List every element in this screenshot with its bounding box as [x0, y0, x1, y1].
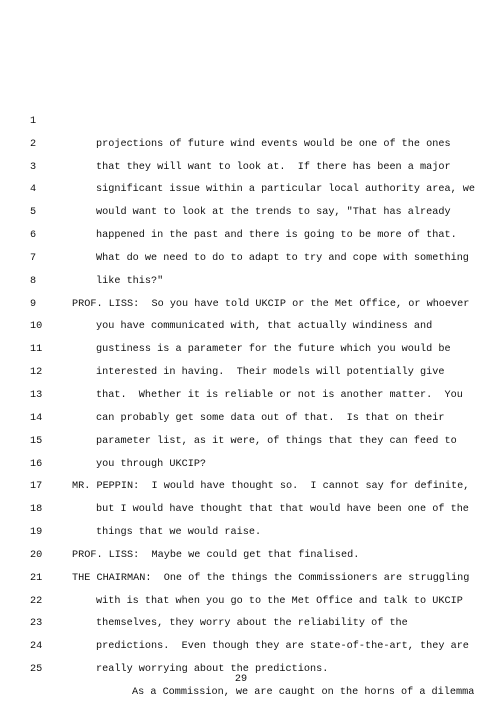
speaker-line-text: THE CHAIRMAN: One of the things the Commissioners are struggling [72, 572, 470, 584]
line-text: with is that when you go to the Met Office and talk to UKCIP [96, 595, 463, 607]
line-text: you through UKCIP? [96, 458, 207, 470]
line-number: 11 [30, 344, 43, 356]
line-number: 13 [30, 389, 43, 401]
line-text: interested in having. Their models will potentially give [96, 367, 445, 379]
line-number: 25 [30, 664, 43, 676]
paragraph-line-text: As a Commission, we are caught on the horns of a dilemma [132, 686, 475, 698]
line-text: that they will want to look at. If there has been a major [96, 161, 451, 173]
line-number: 4 [30, 184, 37, 196]
line-text: that. Whether it is reliable or not is another matter. You [96, 389, 463, 401]
line-number: 24 [30, 641, 43, 653]
line-number: 17 [30, 481, 43, 493]
line-number: 19 [30, 527, 43, 539]
line-number: 5 [30, 207, 37, 219]
line-text: gustiness is a parameter for the future which you would be [96, 344, 451, 356]
line-number: 2 [30, 138, 37, 150]
line-number: 8 [30, 275, 37, 287]
line-text: What do we need to do to adapt to try and cope with something [96, 252, 469, 264]
line-number: 22 [30, 595, 43, 607]
line-number: 6 [30, 230, 37, 242]
line-number: 16 [30, 458, 43, 470]
line-text: would want to look at the trends to say, "That has already [96, 207, 451, 219]
speaker-line-text: PROF. LISS: So you have told UKCIP or the Met Office, or whoever [72, 298, 470, 310]
line-number: 23 [30, 618, 43, 630]
line-text: themselves, they worry about the reliability of the [96, 618, 408, 630]
line-text: parameter list, as it were, of things that they can feed to [96, 435, 457, 447]
line-text: like this?" [96, 275, 164, 287]
line-number: 7 [30, 252, 37, 264]
line-text: predictions. Even though they are state-of-the-art, they are [96, 641, 469, 653]
line-text: you have communicated with, that actually windiness and [96, 321, 433, 333]
line-text: can probably get some data out of that. Is that on their [96, 412, 445, 424]
line-number: 20 [30, 549, 43, 561]
line-text: significant issue within a particular local authority area, we [96, 184, 476, 196]
line-number: 10 [30, 321, 43, 333]
line-number: 14 [30, 412, 43, 424]
line-number: 1 [30, 115, 37, 127]
speaker-line-text: MR. PEPPIN: I would have thought so. I cannot say for definite, [72, 481, 470, 493]
line-number: 18 [30, 504, 43, 516]
line-text: but I would have thought that that would have been one of the [96, 504, 469, 516]
line-number: 9 [30, 298, 37, 310]
line-text: really worrying about the predictions. [96, 664, 329, 676]
line-number: 15 [30, 435, 43, 447]
line-text: happened in the past and there is going to be more of that. [96, 230, 457, 242]
line-number: 12 [30, 367, 43, 379]
transcript-line [0, 88, 482, 150]
line-text: projections of future wind events would be one of the ones [96, 138, 451, 150]
line-text: things that we would raise. [96, 527, 262, 539]
speaker-line-text: PROF. LISS: Maybe we could get that finalised. [72, 549, 360, 561]
page-number: 29 [234, 674, 248, 685]
line-number: 3 [30, 161, 37, 173]
line-number: 21 [30, 572, 43, 584]
